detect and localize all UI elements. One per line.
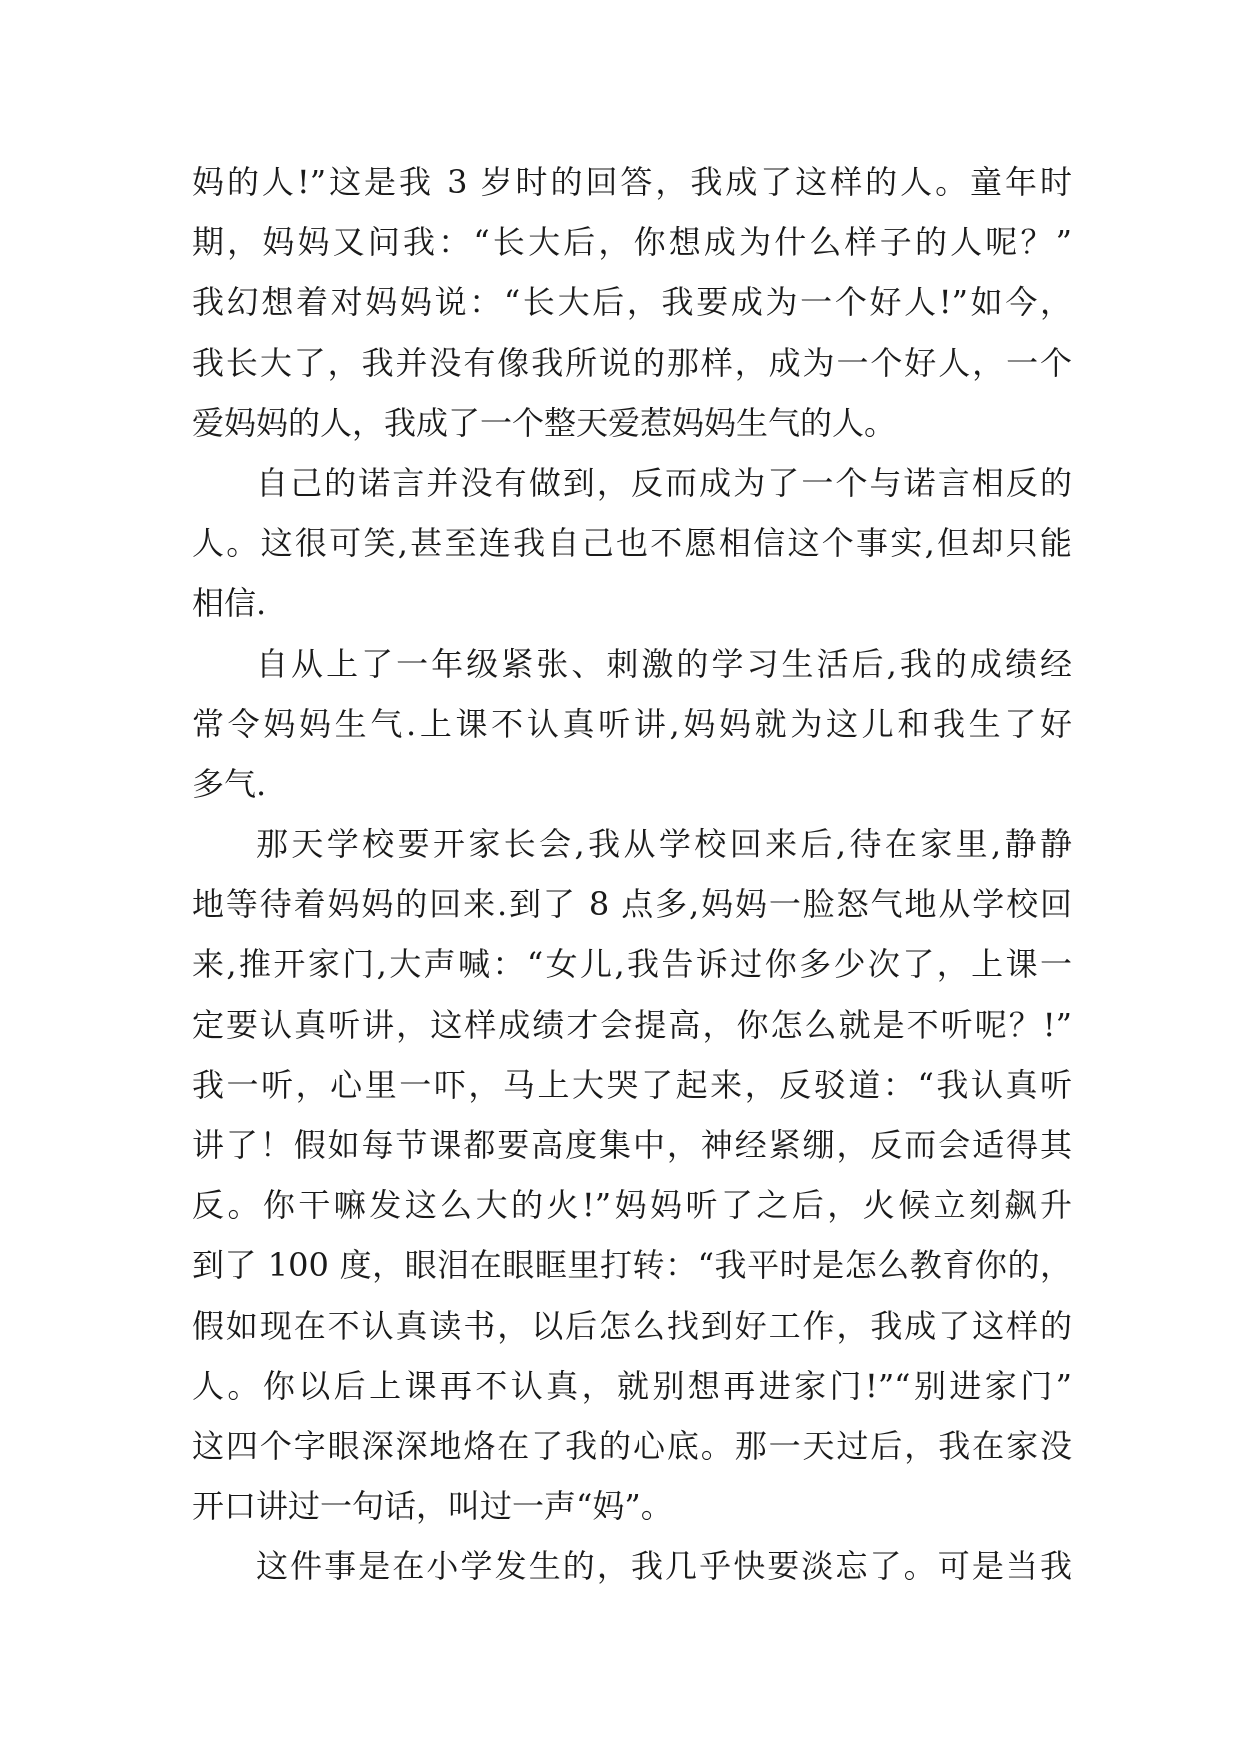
paragraph-first-line: 自从上了一年级紧张、刺激的学习生活后,我的成绩经 bbox=[256, 644, 1072, 683]
paragraph-first-line: 那天学校要开家长会,我从学校回来后,待在家里,静静 bbox=[256, 825, 1072, 864]
text-line: 多气. bbox=[192, 764, 267, 803]
paragraph-first-line: 这件事是在小学发生的，我几乎快要淡忘了。可是当我 bbox=[256, 1547, 1072, 1586]
text-line: 相信. bbox=[192, 584, 267, 623]
text-line: 人。这很可笑,甚至连我自己也不愿相信这个事实,但却只能 bbox=[192, 524, 1072, 563]
paragraph-first-line: 自己的诺言并没有做到，反而成为了一个与诺言相反的 bbox=[256, 463, 1072, 502]
text-line: 我幻想着对妈妈说：“长大后，我要成为一个好人!”如今， bbox=[192, 283, 1072, 322]
text-line: 这四个字眼深深地烙在了我的心底。那一天过后，我在家没 bbox=[192, 1426, 1072, 1465]
essay-body bbox=[192, 152, 1072, 1597]
text-line: 我一听，心里一吓，马上大哭了起来，反驳道：“我认真听 bbox=[192, 1065, 1072, 1104]
text-line: 假如现在不认真读书，以后怎么找到好工作，我成了这样的 bbox=[192, 1306, 1072, 1345]
text-line: 来,推开家门,大声喊：“女儿,我告诉过你多少次了，上课一 bbox=[192, 945, 1072, 984]
text-line: 反。你干嘛发这么大的火!”妈妈听了之后，火候立刻飙升 bbox=[192, 1186, 1072, 1225]
text-line: 定要认真听讲，这样成绩才会提高，你怎么就是不听呢？!” bbox=[192, 1005, 1072, 1044]
text-line: 地等待着妈妈的回来.到了 8 点多,妈妈一脸怒气地从学校回 bbox=[192, 885, 1072, 924]
text-line: 妈的人!”这是我 3 岁时的回答，我成了这样的人。童年时 bbox=[192, 163, 1072, 201]
text-line: 期，妈妈又问我：“长大后，你想成为什么样子的人呢？” bbox=[192, 223, 1072, 262]
text-line: 常令妈妈生气.上课不认真听讲,妈妈就为这儿和我生了好 bbox=[192, 704, 1072, 743]
text-line: 人。你以后上课再不认真，就别想再进家门!”“别进家门” bbox=[192, 1366, 1072, 1405]
text-line: 讲了！假如每节课都要高度集中，神经紧绷，反而会适得其 bbox=[192, 1126, 1072, 1164]
text-line: 我长大了，我并没有像我所说的那样，成为一个好人，一个 bbox=[192, 343, 1072, 382]
text-line: 到了 100 度，眼泪在眼眶里打转：“我平时是怎么教育你的， bbox=[192, 1246, 1072, 1285]
text-line: 爱妈妈的人，我成了一个整天爱惹妈妈生气的人。 bbox=[192, 403, 897, 442]
text-line: 开口讲过一句话，叫过一声“妈”。 bbox=[192, 1487, 673, 1526]
